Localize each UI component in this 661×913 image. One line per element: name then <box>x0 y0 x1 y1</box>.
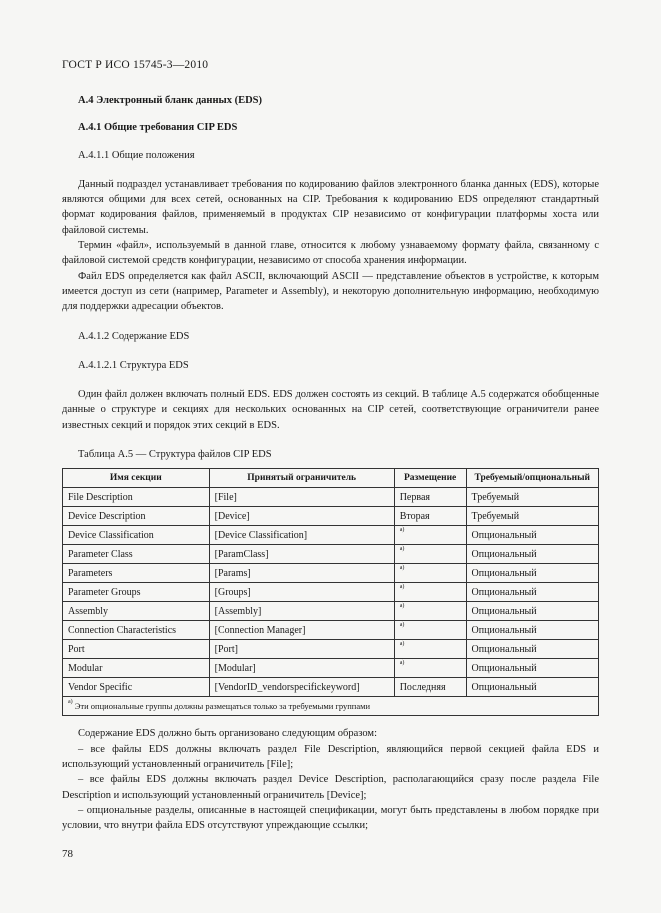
delimiter-cell: [Connection Manager] <box>209 621 394 640</box>
requirement-cell: Опциональный <box>466 564 599 583</box>
table-header-cell: Принятый ограничитель <box>209 469 394 488</box>
footnote-text: Эти опциональные группы должны размещаться только за требуемыми группами <box>74 700 371 711</box>
footnote-reference: а) <box>399 660 405 667</box>
section-name-cell: Device Description <box>63 507 210 526</box>
footnote-reference: а) <box>399 622 405 629</box>
list-item: – все файлы EDS должны включать раздел Device Description, располагающийся сразу после раздела File Description и использующий установленный ограничитель [Device]; <box>62 774 599 801</box>
table-row <box>63 640 599 659</box>
section-name-cell: Device Classification <box>63 526 210 545</box>
section-name-cell: Modular <box>63 659 210 678</box>
placement-cell <box>394 545 466 564</box>
table-row <box>63 507 599 526</box>
subsection-title: А.4.1 Общие требования CIP EDS <box>78 122 238 134</box>
page-number: 78 <box>62 848 73 860</box>
table-header-row <box>63 469 599 488</box>
placement-cell: Вторая <box>394 507 466 526</box>
section-name-cell: Vendor Specific <box>63 678 210 697</box>
document-header: ГОСТ Р ИСО 15745-3—2010 <box>62 59 209 71</box>
table-row <box>63 678 599 697</box>
eds-structure-table <box>62 468 599 716</box>
requirement-cell: Требуемый <box>466 488 599 507</box>
table-header-cell: Размещение <box>394 469 466 488</box>
list-item: – опциональные разделы, описанные в настоящей спецификации, могут быть представлены в любом порядке при условии, что внутри файла EDS отсутствуют упреждающие ссылки; <box>62 804 599 832</box>
table-footnote-row <box>63 697 599 716</box>
footnote-reference: а) <box>399 584 405 591</box>
requirement-cell: Опциональный <box>466 621 599 640</box>
footnote-reference: а) <box>399 603 405 610</box>
table-caption: Таблица А.5 — Структура файлов CIP EDS <box>78 449 272 461</box>
table-row <box>63 545 599 564</box>
requirements-list <box>62 742 599 834</box>
paragraph-general-1: Данный подраздел устанавливает требования по кодированию файлов электронного бланка данных (EDS), которые являются общими для всех сетей, основанных на CIP. Требования к кодированию EDS определяют стандартный формат кодирования файлов, применяемый в продуктах CIP независимо от конфигурации платформы хоста или файловой системы. <box>62 178 599 236</box>
requirement-cell: Опциональный <box>466 545 599 564</box>
placement-cell <box>394 640 466 659</box>
table-row <box>63 564 599 583</box>
placement-cell <box>394 583 466 602</box>
list-intro: Содержание EDS должно быть организовано следующим образом: <box>78 728 377 740</box>
table-header-cell: Требуемый/опциональный <box>466 469 599 488</box>
section-name-cell: File Description <box>63 488 210 507</box>
paragraph-structure: Один файл должен включать полный EDS. EDS должен состоять из секций. В таблице А.5 содержатся обобщенные данные о структуре и секциях для нескольких основанных на CIP сетей, соответствующие ограничители ранее известных секций и порядок этих секций в EDS. <box>62 389 599 431</box>
table-row <box>63 659 599 678</box>
subsection-structure-title: А.4.1.2.1 Структура EDS <box>78 359 189 371</box>
delimiter-cell: [Modular] <box>209 659 394 678</box>
delimiter-cell: [Device] <box>209 507 394 526</box>
table-row <box>63 583 599 602</box>
requirement-cell: Требуемый <box>466 507 599 526</box>
delimiter-cell: [Params] <box>209 564 394 583</box>
page-content <box>62 93 599 833</box>
placement-cell: Последняя <box>394 678 466 697</box>
requirement-cell: Опциональный <box>466 678 599 697</box>
footnote-reference: а) <box>399 546 405 553</box>
section-name-cell: Port <box>63 640 210 659</box>
table-row <box>63 526 599 545</box>
delimiter-cell: [VendorID_vendorspecifickeyword] <box>209 678 394 697</box>
requirement-cell: Опциональный <box>466 602 599 621</box>
footnote-mark: а) <box>68 698 73 705</box>
delimiter-cell: [ParamClass] <box>209 545 394 564</box>
placement-cell <box>394 526 466 545</box>
section-name-cell: Parameters <box>63 564 210 583</box>
delimiter-cell: [Groups] <box>209 583 394 602</box>
delimiter-cell: [Port] <box>209 640 394 659</box>
placement-cell <box>394 659 466 678</box>
table-row <box>63 621 599 640</box>
requirement-cell: Опциональный <box>466 526 599 545</box>
section-name-cell: Assembly <box>63 602 210 621</box>
section-name-cell: Connection Characteristics <box>63 621 210 640</box>
placement-cell <box>394 621 466 640</box>
paragraph-general-2: Термин «файл», используемый в данной главе, относится к любому узнаваемому формату файла, связанному с файловой системой средств конфигурации, независимо от способа хранения информации. <box>62 240 599 267</box>
footnote-reference: а) <box>399 527 405 534</box>
table-body <box>63 488 599 697</box>
section-name-cell: Parameter Groups <box>63 583 210 602</box>
delimiter-cell: [File] <box>209 488 394 507</box>
table-row <box>63 602 599 621</box>
paragraph-general-3: Файл EDS определяется как файл ASCII, включающий ASCII — представление объектов в устройстве, к которым имеется доступ из сети (например, Parameter и Assembly), и некоторую дополнительную информацию, необходимую для поддержки адресации объектов. <box>62 270 599 313</box>
subsection-general-title: А.4.1.1 Общие положения <box>78 149 195 161</box>
placement-cell: Первая <box>394 488 466 507</box>
delimiter-cell: [Device Classification] <box>209 526 394 545</box>
placement-cell <box>394 602 466 621</box>
delimiter-cell: [Assembly] <box>209 602 394 621</box>
list-item: – все файлы EDS должны включать раздел File Description, являющийся первой секцией файла EDS и использующий установленный ограничитель [File]; <box>62 743 599 770</box>
requirement-cell: Опциональный <box>466 640 599 659</box>
placement-cell <box>394 564 466 583</box>
footnote-reference: а) <box>399 565 405 572</box>
section-title: А.4 Электронный бланк данных (EDS) <box>78 95 263 106</box>
table-row <box>63 488 599 507</box>
footnote-reference: а) <box>399 641 405 648</box>
table-footnote <box>63 697 599 716</box>
requirement-cell: Опциональный <box>466 659 599 678</box>
section-name-cell: Parameter Class <box>63 545 210 564</box>
table-header-cell: Имя секции <box>63 469 210 488</box>
requirement-cell: Опциональный <box>466 583 599 602</box>
subsection-content-title: А.4.1.2 Содержание EDS <box>78 330 190 342</box>
